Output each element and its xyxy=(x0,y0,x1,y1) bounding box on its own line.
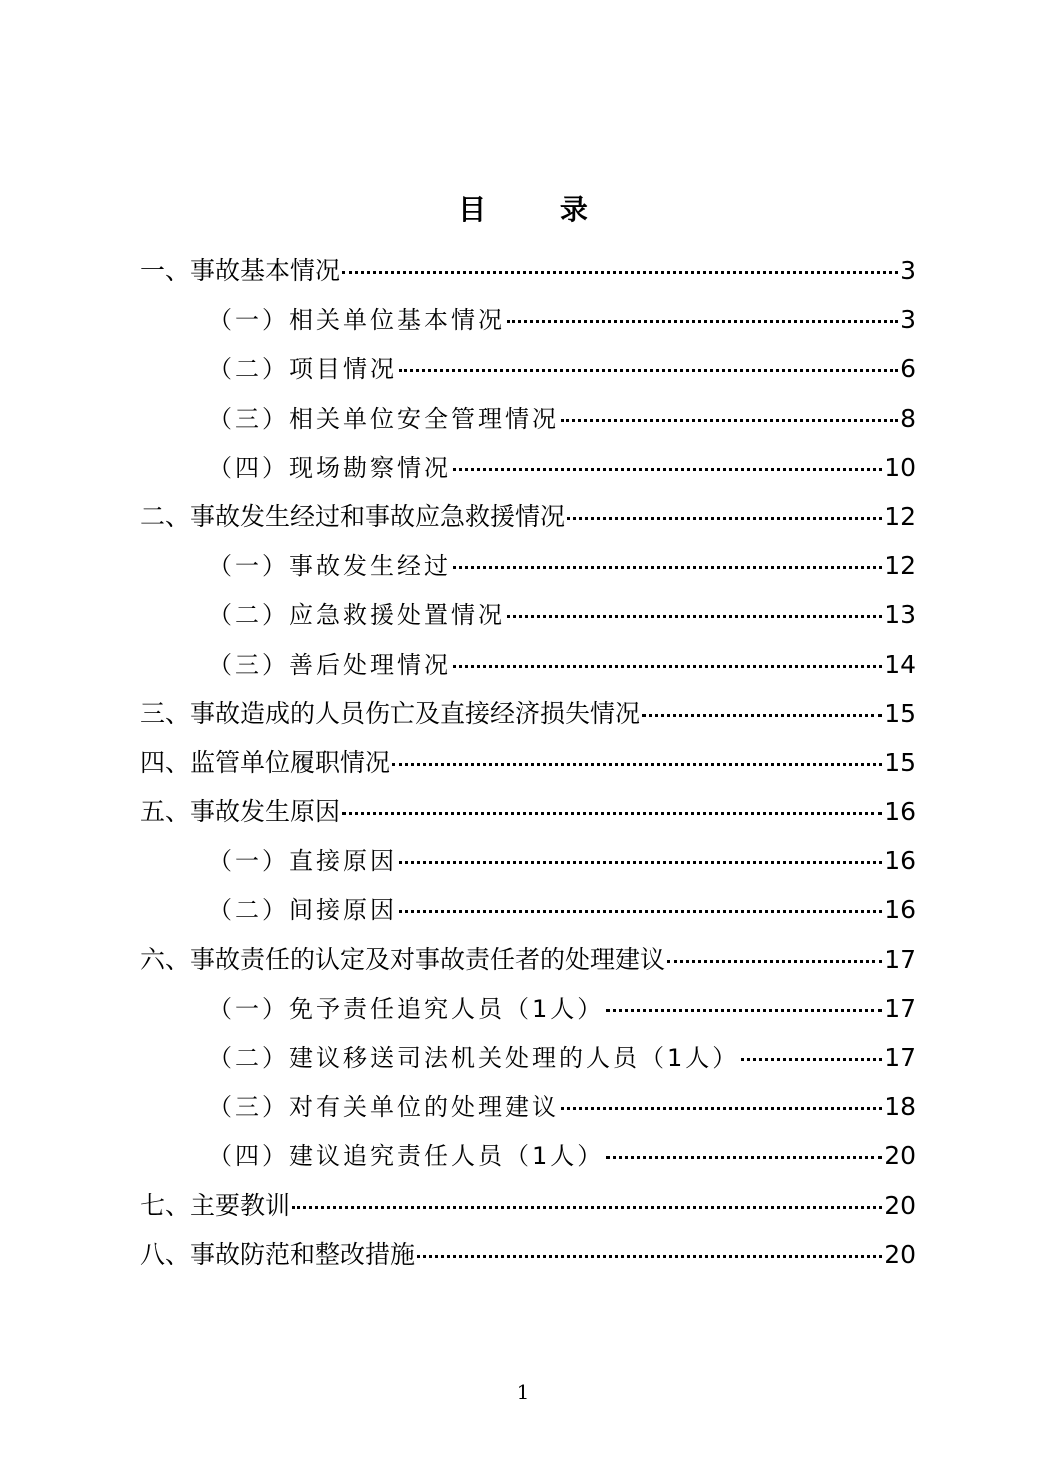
toc-entry-text: （一）免予责任追究人员（1人） xyxy=(208,994,605,1023)
toc-entry-text: 六、事故责任的认定及对事故责任者的处理建议 xyxy=(140,944,666,974)
toc-entry-text: （二）间接原因 xyxy=(208,896,397,925)
toc-entry-text: 三、事故造成的人员伤亡及直接经济损失情况 xyxy=(140,698,641,728)
toc-entry-page-number: 10 xyxy=(884,452,916,482)
toc-section-entry[interactable] xyxy=(140,590,916,639)
toc-chapter-entry[interactable] xyxy=(140,935,916,984)
toc-section-entry[interactable] xyxy=(140,984,916,1033)
toc-entry-text: 七、主要教训 xyxy=(140,1190,291,1220)
toc-section-entry[interactable] xyxy=(140,344,916,393)
toc-dot-leader xyxy=(606,1156,882,1159)
toc-dot-leader xyxy=(642,714,882,717)
toc-entry-page-number: 20 xyxy=(884,1141,916,1171)
toc-entry-page-number: 12 xyxy=(884,551,916,581)
toc-chapter-entry[interactable] xyxy=(140,1181,916,1230)
toc-dot-leader xyxy=(399,369,898,372)
toc-title: 目 录 xyxy=(458,193,620,226)
toc-entry-page-number: 15 xyxy=(884,747,916,777)
toc-dot-leader xyxy=(561,419,898,422)
toc-dot-leader xyxy=(342,271,898,274)
toc-section-entry[interactable] xyxy=(140,640,916,689)
toc-entry-text: （三）相关单位安全管理情况 xyxy=(208,404,559,433)
toc-entry-page-number: 16 xyxy=(884,797,916,827)
toc-entry-page-number: 20 xyxy=(884,1239,916,1269)
toc-dot-leader xyxy=(392,763,882,766)
toc-entry-text: （二）应急救援处置情况 xyxy=(208,601,505,630)
toc-entry-text: （一）直接原因 xyxy=(208,847,397,876)
toc-chapter-entry[interactable] xyxy=(140,738,916,787)
toc-section-entry[interactable] xyxy=(140,295,916,344)
toc-entry-page-number: 3 xyxy=(900,256,916,285)
toc-entry-text: 五、事故发生原因 xyxy=(140,797,341,827)
toc-entry-text: （一）相关单位基本情况 xyxy=(208,306,505,335)
toc-entry-page-number: 20 xyxy=(884,1190,916,1220)
toc-dot-leader xyxy=(507,615,882,618)
toc-section-entry[interactable] xyxy=(140,1131,916,1180)
toc-section-entry[interactable] xyxy=(140,541,916,590)
toc-dot-leader xyxy=(342,812,882,815)
toc-entry-page-number: 12 xyxy=(884,501,916,531)
toc-dot-leader xyxy=(453,665,882,668)
toc-dot-leader xyxy=(561,1107,882,1110)
toc-chapter-entry[interactable] xyxy=(140,787,916,836)
toc-entry-text: （三）对有关单位的处理建议 xyxy=(208,1093,559,1122)
toc-entry-page-number: 17 xyxy=(884,944,916,974)
toc-section-entry[interactable] xyxy=(140,1082,916,1131)
toc-section-entry[interactable] xyxy=(140,836,916,885)
toc-dot-leader xyxy=(292,1206,882,1209)
toc-dot-leader xyxy=(667,960,882,963)
toc-dot-leader xyxy=(507,320,898,323)
toc-entry-page-number: 17 xyxy=(884,1043,916,1072)
toc-entry-text: （二）项目情况 xyxy=(208,355,397,384)
toc-entry-page-number: 14 xyxy=(884,649,916,679)
toc-dot-leader xyxy=(417,1255,882,1258)
toc-entry-text: 一、事故基本情况 xyxy=(140,256,341,285)
page-number: 1 xyxy=(516,1380,530,1404)
toc-section-entry[interactable] xyxy=(140,394,916,443)
toc-entry-text: 四、监管单位履职情况 xyxy=(140,747,391,777)
toc-dot-leader xyxy=(606,1009,882,1012)
toc-dot-leader xyxy=(453,468,882,471)
toc-entry-text: 二、事故发生经过和事故应急救援情况 xyxy=(140,501,566,531)
toc-entry-text: （一）事故发生经过 xyxy=(208,552,451,581)
toc-dot-leader xyxy=(567,517,882,520)
toc-chapter-entry[interactable] xyxy=(140,1230,916,1279)
toc-entry-text: （三）善后处理情况 xyxy=(208,650,451,679)
toc-entry-page-number: 16 xyxy=(884,895,916,925)
toc-entry-text: 八、事故防范和整改措施 xyxy=(140,1239,416,1269)
toc-entry-text: （四）现场勘察情况 xyxy=(208,453,451,482)
toc-list xyxy=(140,246,916,1279)
toc-entry-page-number: 8 xyxy=(900,403,916,433)
toc-chapter-entry[interactable] xyxy=(140,246,916,295)
toc-entry-page-number: 15 xyxy=(884,698,916,728)
toc-entry-page-number: 16 xyxy=(884,846,916,876)
toc-entry-text: （二）建议移送司法机关处理的人员（1人） xyxy=(208,1044,740,1072)
toc-entry-page-number: 6 xyxy=(900,354,916,384)
toc-entry-page-number: 3 xyxy=(900,305,916,335)
toc-dot-leader xyxy=(399,910,882,913)
toc-dot-leader xyxy=(453,566,882,569)
toc-entry-page-number: 17 xyxy=(884,993,916,1023)
toc-entry-text: （四）建议追究责任人员（1人） xyxy=(208,1142,605,1171)
toc-entry-page-number: 13 xyxy=(884,600,916,630)
toc-section-entry[interactable] xyxy=(140,885,916,934)
toc-section-entry[interactable] xyxy=(140,1033,916,1082)
toc-dot-leader xyxy=(399,861,882,864)
toc-section-entry[interactable] xyxy=(140,443,916,492)
toc-dot-leader xyxy=(741,1058,882,1061)
toc-entry-page-number: 18 xyxy=(884,1092,916,1122)
toc-chapter-entry[interactable] xyxy=(140,492,916,541)
toc-chapter-entry[interactable] xyxy=(140,689,916,738)
